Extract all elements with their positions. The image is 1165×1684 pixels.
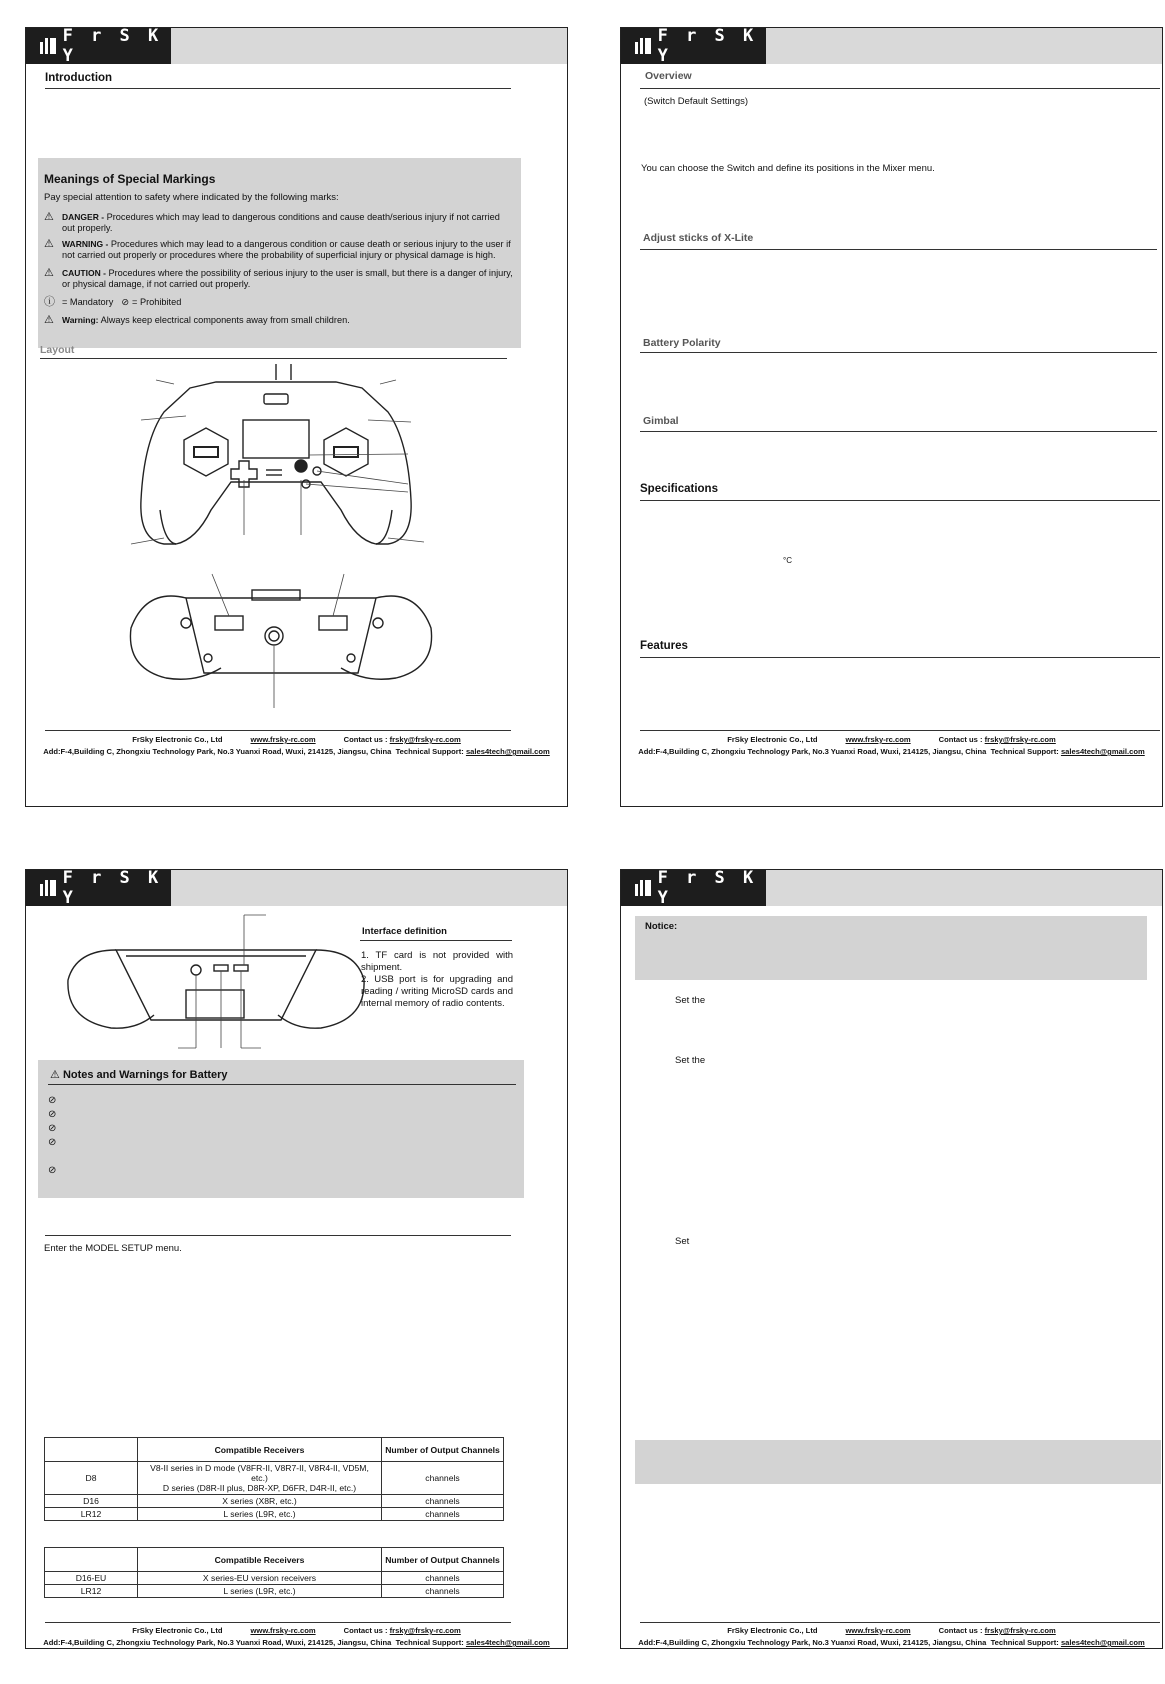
- footer: [621, 1625, 1162, 1649]
- warning-triangle-icon: ⚠: [44, 211, 54, 223]
- frsky-logo-mark-icon: [40, 880, 59, 896]
- logo-text: F r S K Y: [62, 27, 163, 66]
- footer-address: Add:F-4,Building C, Zhongxiu Technology Park, No.3 Yuanxi Road, Wuxi, 214125, Jiangsu, China: [43, 1638, 392, 1647]
- warning-triangle-icon: ⚠: [50, 1069, 60, 1081]
- warning-row: [44, 239, 514, 261]
- adjust-sticks-title: Adjust sticks of X-Lite: [643, 232, 754, 244]
- interface-definition-title: Interface definition: [362, 926, 447, 937]
- danger-label: DANGER -: [62, 212, 105, 222]
- footer-contact-label: Contact us :: [938, 735, 983, 744]
- footer-contact-email[interactable]: frsky@frsky-rc.com: [984, 735, 1056, 744]
- footer-support-email[interactable]: sales4tech@gmail.com: [1060, 747, 1145, 756]
- footer-divider: [45, 1622, 511, 1623]
- page-header: [26, 870, 567, 906]
- receivers-cell: [138, 1462, 382, 1495]
- footer-support-email[interactable]: sales4tech@gmail.com: [465, 1638, 550, 1647]
- page-header: [621, 870, 1162, 906]
- footer-contact-email[interactable]: frsky@frsky-rc.com: [389, 735, 461, 744]
- manual-page-4: [620, 869, 1163, 1649]
- table-row: [45, 1572, 504, 1585]
- divider: [640, 657, 1160, 658]
- battery-polarity-title: Battery Polarity: [643, 337, 721, 349]
- frsky-logo: [621, 870, 766, 906]
- mode-cell: LR12: [45, 1585, 138, 1598]
- receivers-cell: X series (X8R, etc.): [138, 1495, 382, 1508]
- battery-notes-title-text: Notes and Warnings for Battery: [62, 1069, 228, 1081]
- frsky-logo-mark-icon: [40, 38, 59, 54]
- switch-default-settings: (Switch Default Settings): [644, 96, 749, 107]
- notice-box: [635, 916, 1147, 980]
- markings-intro: Pay special attention to safety where indicated by the following marks:: [44, 192, 339, 203]
- danger-text: Procedures which may lead to dangerous conditions and cause death/serious injury if not carried out properly.: [62, 212, 500, 233]
- divider: [40, 358, 507, 359]
- gimbal-title: Gimbal: [643, 415, 679, 427]
- temperature-unit: °C: [783, 556, 792, 565]
- table-header-receivers: Compatible Receivers: [138, 1548, 382, 1572]
- footer-contact-label: Contact us :: [343, 735, 388, 744]
- gray-info-box: [635, 1440, 1161, 1484]
- receivers-line: V8-II series in D mode (V8FR-II, V8R7-II, V8R4-II, VD5M, etc.): [150, 1463, 369, 1483]
- model-setup-instruction: Enter the MODEL SETUP menu.: [44, 1243, 182, 1254]
- table-header-channels: Number of Output Channels: [382, 1438, 504, 1462]
- footer: [621, 734, 1162, 758]
- receivers-cell: L series (L9R, etc.): [138, 1508, 382, 1521]
- receiver-table-2: [44, 1547, 504, 1598]
- divider: [640, 88, 1160, 89]
- mixer-note: You can choose the Switch and define its positions in the Mixer menu.: [641, 163, 935, 174]
- set-the-text-1: Set the: [675, 995, 706, 1006]
- prohibited-icon: ⊘: [48, 1165, 57, 1176]
- prohibited-icon: ⊘: [48, 1109, 57, 1120]
- interface-item-2: 2. USB port is for upgrading and reading / writing MicroSD cards and internal memory of radio contents.: [361, 974, 513, 1009]
- mandatory-icon: ⓘ: [44, 296, 55, 308]
- footer-support-label: Technical Support:: [990, 747, 1059, 756]
- receivers-cell: X series-EU version receivers: [138, 1572, 382, 1585]
- divider: [45, 88, 511, 89]
- logo-text: F r S K Y: [657, 869, 758, 908]
- footer-website-link[interactable]: www.frsky-rc.com: [250, 735, 316, 744]
- child-warning-row: [44, 315, 514, 326]
- footer-company: FrSky Electronic Co., Ltd: [132, 735, 223, 744]
- page-header: [26, 28, 567, 64]
- footer-contact-email[interactable]: frsky@frsky-rc.com: [984, 1626, 1056, 1635]
- child-warning-label: Warning:: [62, 315, 99, 325]
- warning-text: Procedures which may lead to a dangerous condition or cause death or serious injury to the user if not carried out properly or procedures where the probability of superficial injury or physical damage is high.: [62, 239, 511, 260]
- receiver-table-1: [44, 1437, 504, 1521]
- mandatory-text: = Mandatory: [62, 297, 114, 307]
- footer-support-label: Technical Support:: [395, 747, 464, 756]
- warning-triangle-icon: ⚠: [44, 314, 54, 326]
- notice-label: Notice:: [645, 921, 678, 932]
- mode-cell: D16: [45, 1495, 138, 1508]
- channels-cell: channels: [382, 1495, 504, 1508]
- table-row: [45, 1585, 504, 1598]
- logo-text: F r S K Y: [657, 27, 758, 66]
- overview-title: Overview: [645, 70, 692, 82]
- warning-triangle-icon: ⚠: [44, 238, 54, 250]
- footer-support-label: Technical Support:: [990, 1638, 1059, 1647]
- table-row: [45, 1508, 504, 1521]
- mode-cell: D16-EU: [45, 1572, 138, 1585]
- footer-website-link[interactable]: www.frsky-rc.com: [845, 735, 911, 744]
- controller-bottom-diagram: [126, 568, 436, 728]
- footer: [26, 1625, 567, 1649]
- mode-cell: D8: [45, 1462, 138, 1495]
- introduction-title: Introduction: [45, 72, 113, 84]
- table-header-mode: [45, 1438, 138, 1462]
- controller-front-diagram: [126, 360, 446, 560]
- mode-cell: LR12: [45, 1508, 138, 1521]
- receivers-line: D series (D8R-II plus, D8R-XP, D6FR, D4R-II, etc.): [162, 1483, 357, 1493]
- child-warning-text: Always keep electrical components away from small children.: [100, 315, 350, 325]
- footer-divider: [640, 730, 1160, 731]
- page-header: [621, 28, 1162, 64]
- footer-company: FrSky Electronic Co., Ltd: [132, 1626, 223, 1635]
- footer-address: Add:F-4,Building C, Zhongxiu Technology Park, No.3 Yuanxi Road, Wuxi, 214125, Jiangsu, China: [638, 1638, 987, 1647]
- frsky-logo-mark-icon: [635, 880, 654, 896]
- frsky-logo: [621, 28, 766, 64]
- footer-divider: [45, 730, 511, 731]
- footer-website-link[interactable]: www.frsky-rc.com: [250, 1626, 316, 1635]
- footer-support-email[interactable]: sales4tech@gmail.com: [1060, 1638, 1145, 1647]
- manual-page-1: [25, 27, 568, 807]
- channels-cell: channels: [382, 1462, 504, 1495]
- logo-text: F r S K Y: [62, 869, 163, 908]
- footer-company: FrSky Electronic Co., Ltd: [727, 1626, 818, 1635]
- battery-notes-box: [38, 1060, 524, 1198]
- prohibited-icon: ⊘: [121, 297, 130, 307]
- divider: [45, 1235, 511, 1236]
- mandatory-prohibited-row: [44, 297, 514, 308]
- divider: [48, 1084, 516, 1085]
- footer-support-email[interactable]: sales4tech@gmail.com: [465, 747, 550, 756]
- interface-item-1: 1. TF card is not provided with shipment.: [361, 950, 513, 973]
- caution-row: [44, 268, 514, 290]
- prohibited-text: = Prohibited: [132, 297, 182, 307]
- footer-support-label: Technical Support:: [395, 1638, 464, 1647]
- frsky-logo: [26, 870, 171, 906]
- caution-label: CAUTION -: [62, 268, 106, 278]
- set-text-3: Set: [675, 1236, 690, 1247]
- frsky-logo: [26, 28, 171, 64]
- divider: [640, 431, 1157, 432]
- set-the-text-2: Set the: [675, 1055, 706, 1066]
- divider: [640, 500, 1160, 501]
- caution-text: Procedures where the possibility of serious injury to the user is small, but there is a danger of injury, or physical damage, if not carried out properly.: [62, 268, 513, 289]
- footer-contact-label: Contact us :: [938, 1626, 983, 1635]
- special-markings-box: [38, 158, 521, 348]
- footer-website-link[interactable]: www.frsky-rc.com: [845, 1626, 911, 1635]
- warning-triangle-icon: ⚠: [44, 267, 54, 279]
- features-title: Features: [640, 640, 688, 652]
- layout-title: Layout: [40, 344, 75, 356]
- interface-diagram: [66, 910, 366, 1055]
- warning-label: WARNING -: [62, 239, 109, 249]
- footer-company: FrSky Electronic Co., Ltd: [727, 735, 818, 744]
- channels-cell: channels: [382, 1585, 504, 1598]
- frsky-logo-mark-icon: [635, 38, 654, 54]
- specifications-title: Specifications: [640, 483, 718, 495]
- footer-contact-email[interactable]: frsky@frsky-rc.com: [389, 1626, 461, 1635]
- table-header-receivers: Compatible Receivers: [138, 1438, 382, 1462]
- footer-divider: [640, 1622, 1160, 1623]
- markings-title: Meanings of Special Markings: [44, 172, 216, 186]
- prohibited-icon: ⊘: [48, 1123, 57, 1134]
- table-header-mode: [45, 1548, 138, 1572]
- prohibited-icon: ⊘: [48, 1095, 57, 1106]
- footer: [26, 734, 567, 758]
- table-header-channels: Number of Output Channels: [382, 1548, 504, 1572]
- table-row: [45, 1462, 504, 1495]
- danger-row: [44, 212, 514, 234]
- divider: [640, 352, 1157, 353]
- footer-address: Add:F-4,Building C, Zhongxiu Technology Park, No.3 Yuanxi Road, Wuxi, 214125, Jiangsu, China: [43, 747, 392, 756]
- prohibited-icon: ⊘: [48, 1137, 57, 1148]
- table-row: [45, 1495, 504, 1508]
- channels-cell: channels: [382, 1572, 504, 1585]
- battery-notes-title: [50, 1068, 228, 1081]
- channels-cell: channels: [382, 1508, 504, 1521]
- divider: [360, 940, 512, 941]
- divider: [640, 249, 1157, 250]
- manual-page-3: [25, 869, 568, 1649]
- manual-page-2: [620, 27, 1163, 807]
- receivers-cell: L series (L9R, etc.): [138, 1585, 382, 1598]
- footer-address: Add:F-4,Building C, Zhongxiu Technology Park, No.3 Yuanxi Road, Wuxi, 214125, Jiangsu, China: [638, 747, 987, 756]
- footer-contact-label: Contact us :: [343, 1626, 388, 1635]
